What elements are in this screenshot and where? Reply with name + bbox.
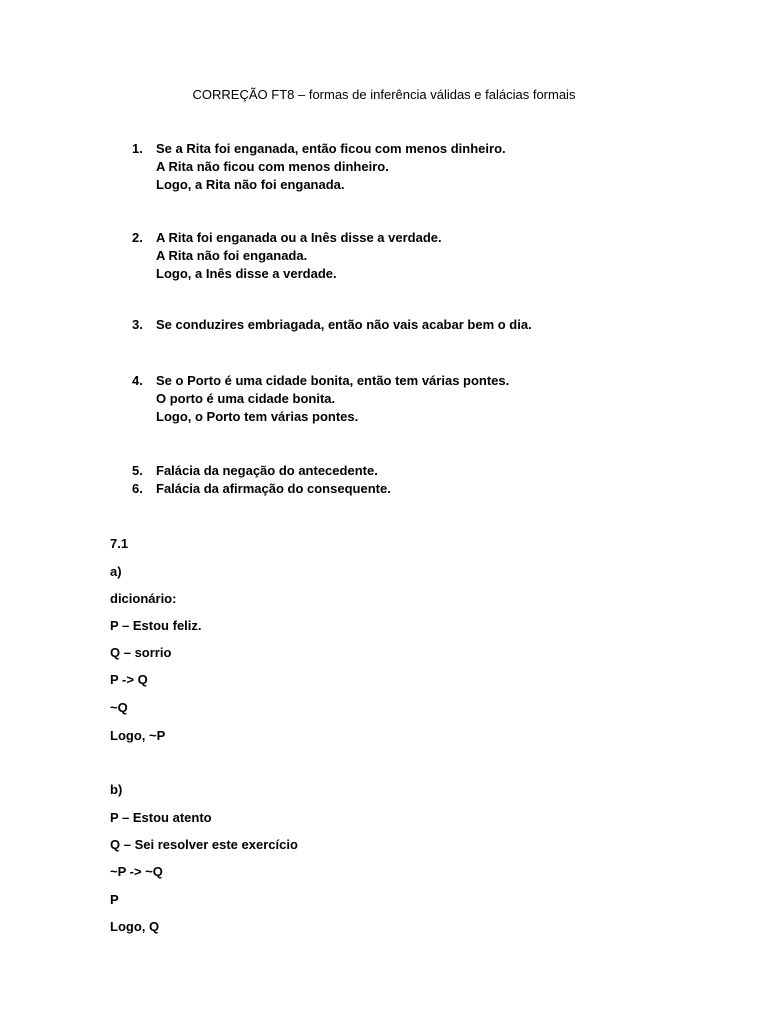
part-b-line: P – Estou atento [110, 810, 212, 825]
item-line: Logo, a Rita não foi enganada. [156, 177, 345, 192]
item-line: Falácia da negação do antecedente. [156, 463, 378, 478]
part-b-label: b) [110, 782, 123, 797]
list-item [132, 316, 692, 334]
part-a-line: Logo, ~P [110, 728, 166, 743]
item-number: 5. [132, 463, 143, 478]
section-heading: 7.1 [110, 536, 129, 551]
item-line: Logo, a Inês disse a verdade. [156, 266, 337, 281]
part-a-line: P -> Q [110, 672, 148, 687]
list-item [132, 229, 692, 283]
part-b-line: Logo, Q [110, 919, 160, 934]
list-item [132, 462, 692, 498]
item-number: 4. [132, 373, 143, 388]
item-line: A Rita não foi enganada. [156, 248, 308, 263]
part-a-line: P – Estou feliz. [110, 618, 202, 633]
list-item [132, 372, 692, 426]
item-line: Se o Porto é uma cidade bonita, então tem várias pontes. [156, 373, 510, 388]
item-line: Se a Rita foi enganada, então ficou com menos dinheiro. [156, 141, 506, 156]
item-number: 3. [132, 317, 143, 332]
item-number: 1. [132, 141, 143, 156]
part-a-line: ~Q [110, 700, 128, 715]
item-line: O porto é uma cidade bonita. [156, 391, 336, 406]
part-b-line: Q – Sei resolver este exercício [110, 837, 298, 852]
item-number: 6. [132, 481, 143, 496]
item-line: Falácia da afirmação do consequente. [156, 481, 391, 496]
part-b-line: P [110, 892, 119, 907]
item-line: A Rita foi enganada ou a Inês disse a verdade. [156, 230, 442, 245]
item-line: Se conduzires embriagada, então não vais acabar bem o dia. [156, 317, 532, 332]
part-a-line: Q – sorrio [110, 645, 172, 660]
item-line: Logo, o Porto tem várias pontes. [156, 409, 359, 424]
list-item [132, 140, 692, 194]
part-a-line: dicionário: [110, 591, 177, 606]
item-number: 2. [132, 230, 143, 245]
part-b-line: ~P -> ~Q [110, 864, 163, 879]
part-a-label: a) [110, 564, 122, 579]
item-line: A Rita não ficou com menos dinheiro. [156, 159, 389, 174]
document-title: CORREÇÃO FT8 – formas de inferência válidas e falácias formais [192, 87, 576, 102]
